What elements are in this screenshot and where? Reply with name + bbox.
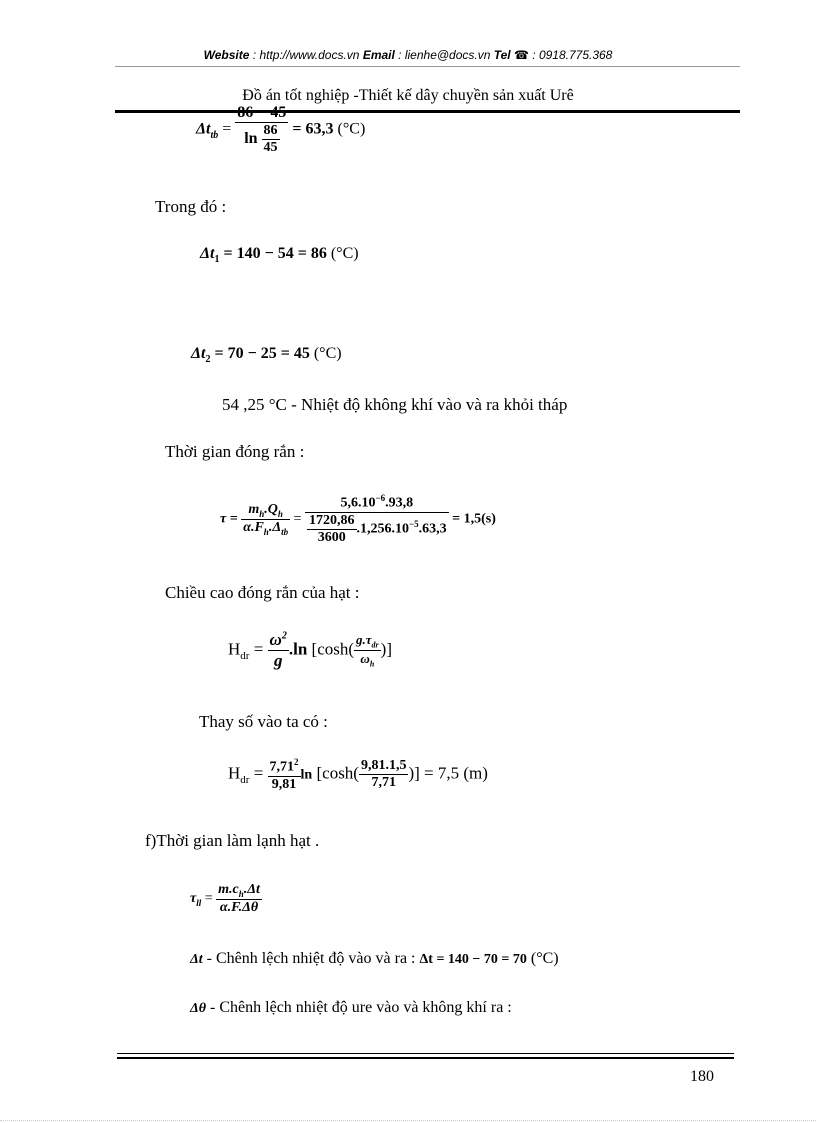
equation-delta-t2: $\Delta t_2 = 70 - 25 = 45$ (°C) — [191, 345, 342, 366]
line-delta-t: Δt - Chênh lệch nhiệt độ vào và ra : Δt = 140 − 70 = 70 (°C) — [190, 950, 559, 967]
heading-thoi-gian-dong-ran: Thời gian đóng rắn : — [165, 442, 305, 461]
footer-divider-thick — [117, 1057, 734, 1059]
equation-delta-t-tb: $\Delta t_{tb}$ = 86 − 45 ln $\frac{86}{45}$ = 63,3 (°C) — [196, 104, 366, 155]
equation-hdr-numeric: $H_{dr}$ = $\frac{7,71^2}{9,81}$ ln [cosh( $\frac{9,81.1,5}{7,71}$ )] = 7,5 (m) — [228, 757, 488, 792]
email-label: Email — [362, 48, 395, 62]
website-text[interactable]: : http://www.docs.vn — [249, 48, 363, 62]
header-divider-thin — [115, 66, 740, 67]
header-contact — [0, 48, 816, 62]
note-air-temperature: 54 ,25 °C - Nhiệt độ không khí vào và ra khỏi tháp — [222, 395, 568, 414]
website-label: Website — [203, 48, 250, 62]
page-edge-dotted — [0, 1120, 816, 1121]
line-delta-theta: Δθ - Chênh lệch nhiệt độ ure vào và không khí ra : — [190, 999, 512, 1016]
label-trong-do: Trong đó : — [155, 197, 227, 216]
document-title: Đồ án tốt nghiệp -Thiết kế dây chuyền sản xuất Urê — [242, 87, 574, 104]
email-text[interactable]: : lienhe@docs.vn — [394, 48, 494, 62]
tel-label: Tel — [493, 48, 511, 62]
equation-tau: τ = $\frac{m_h.Q_h}{\alpha.F_h.\Delta_{tb}}$ = $5,6.10^{-6}.93,8$ $\frac{1720,86}{3600}$ $.1,256.10^{-5}.63,3$ = 1,5(s) — [220, 493, 496, 545]
equation-tau-ll: $\tau_{ll}$ = $\frac{m.c_h.\Delta t}{\alpha.F.\Delta\theta}$ — [190, 882, 260, 915]
page-number: 180 — [690, 1068, 714, 1085]
tel-text: ☎ : 0918.775.368 — [510, 48, 613, 62]
section-f-heading: f)Thời gian làm lạnh hạt . — [145, 831, 320, 850]
equation-delta-t1: $\Delta t_1 = 140 - 54 = 86$ (°C) — [200, 245, 359, 266]
equation-hdr-symbolic: $H_{dr}$ = $\frac{\omega^2}{g}$ .ln [cosh( $\frac{g.\tau_{dr}}{\omega_h}$ )] — [228, 630, 392, 670]
heading-chieu-cao: Chiều cao đóng rắn của hạt : — [165, 583, 360, 602]
label-thay-so: Thay số vào ta có : — [199, 712, 328, 731]
footer-divider-thin — [117, 1053, 734, 1054]
